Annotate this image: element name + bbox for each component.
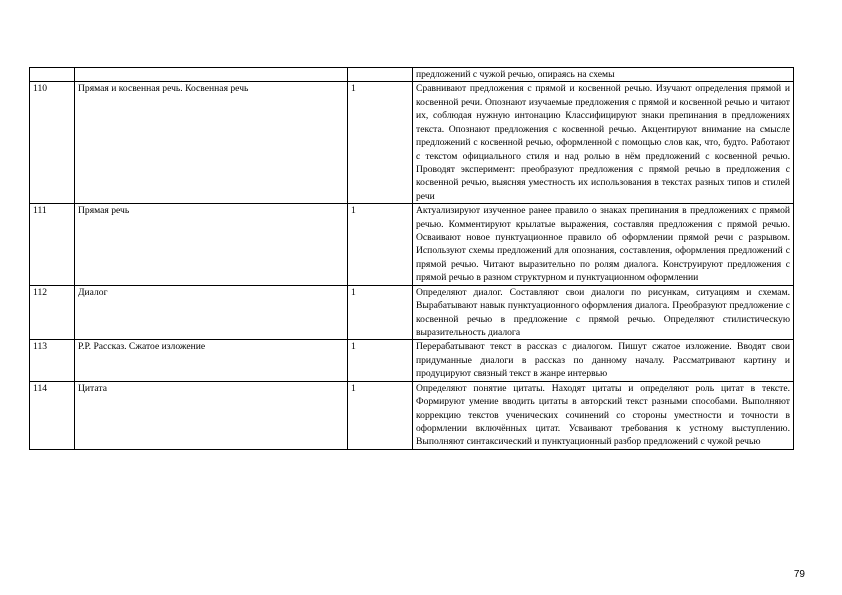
cell-activities: Определяют диалог. Составляют свои диалоги по рисункам, ситуациям и схемам. Вырабатывают навык пунктуационного оформления диалога. Преобразуют предложение с косвенной речью в предложение с прямой речью. Определяют стилистическую выразительность диалога xyxy=(413,285,794,340)
cell-hours: 1 xyxy=(348,204,413,286)
lesson-plan-table xyxy=(29,67,794,450)
lesson-row xyxy=(30,204,794,286)
cell-num: 114 xyxy=(30,381,75,449)
lesson-row xyxy=(30,285,794,340)
cell-activities: Определяют понятие цитаты. Находят цитаты и определяют роль цитат в тексте. Формируют умение вводить цитаты в авторский текст разными способами. Выполняют коррекцию текстов ученических сочинений со стороны уместности и точности в оформлении включённых цитат. Усваивают требования к устному выступлению. Выполняют синтаксический и пунктуационный разбор предложений с чужой речью xyxy=(413,381,794,449)
lesson-row xyxy=(30,340,794,381)
lesson-row xyxy=(30,381,794,449)
cell-activities: Актуализируют изученное ранее правило о знаках препинания в предложениях с прямой речью. Комментируют крылатые выражения, составляя предложения с прямой речью. Осваивают новое пунктуационное правило об оформлении прямой речи с разрывом. Используют схемы предложений для опознания, составления, оформления предложений с прямой речью. Читают выразительно по ролям диалога. Конструируют предложения с прямой речью в разном структурном и пунктуационном оформлении xyxy=(413,204,794,286)
cell-hours: 1 xyxy=(348,82,413,204)
cell-topic: Р.Р. Рассказ. Сжатое изложение xyxy=(75,340,348,381)
cell-hours: 1 xyxy=(348,285,413,340)
lesson-plan-body xyxy=(30,68,794,450)
cell-topic: Прямая речь xyxy=(75,204,348,286)
lesson-row xyxy=(30,82,794,204)
cell-hours: 1 xyxy=(348,340,413,381)
cell-activities: Перерабатывают текст в рассказ с диалогом. Пишут сжатое изложение. Вводят свои придуманные диалоги в рассказ по данному началу. Рассматривают картину и продуцируют связный текст в жанре интервью xyxy=(413,340,794,381)
continuation-row xyxy=(30,68,794,82)
cell-hours: 1 xyxy=(348,381,413,449)
cell-hours xyxy=(348,68,413,82)
cell-num: 111 xyxy=(30,204,75,286)
cell-topic xyxy=(75,68,348,82)
cell-topic: Диалог xyxy=(75,285,348,340)
cell-activities: предложений с чужой речью, опираясь на схемы xyxy=(413,68,794,82)
cell-num: 113 xyxy=(30,340,75,381)
cell-topic: Прямая и косвенная речь. Косвенная речь xyxy=(75,82,348,204)
cell-num xyxy=(30,68,75,82)
cell-num: 110 xyxy=(30,82,75,204)
page-number: 79 xyxy=(793,569,805,580)
cell-num: 112 xyxy=(30,285,75,340)
cell-activities: Сравнивают предложения с прямой и косвенной речью. Изучают определения прямой и косвенной речи. Опознают изучаемые предложения с прямой и косвенной речью и читают их, соблюдая нужную интонацию Классифицируют знаки препинания в предложениях текста. Опознают предложения с косвенной речью. Акцентируют внимание на смысле предложений с косвенной речью, оформленной с помощью слов как, что, будто. Работают с текстом официального стиля и над ролью в нём предложений с косвенной речью. Проводят эксперимент: преобразуют предложения с прямой речью в предложения с косвенной речью, выясняя уместность их использования в текстах разных типов и стилей речи xyxy=(413,82,794,204)
cell-topic: Цитата xyxy=(75,381,348,449)
